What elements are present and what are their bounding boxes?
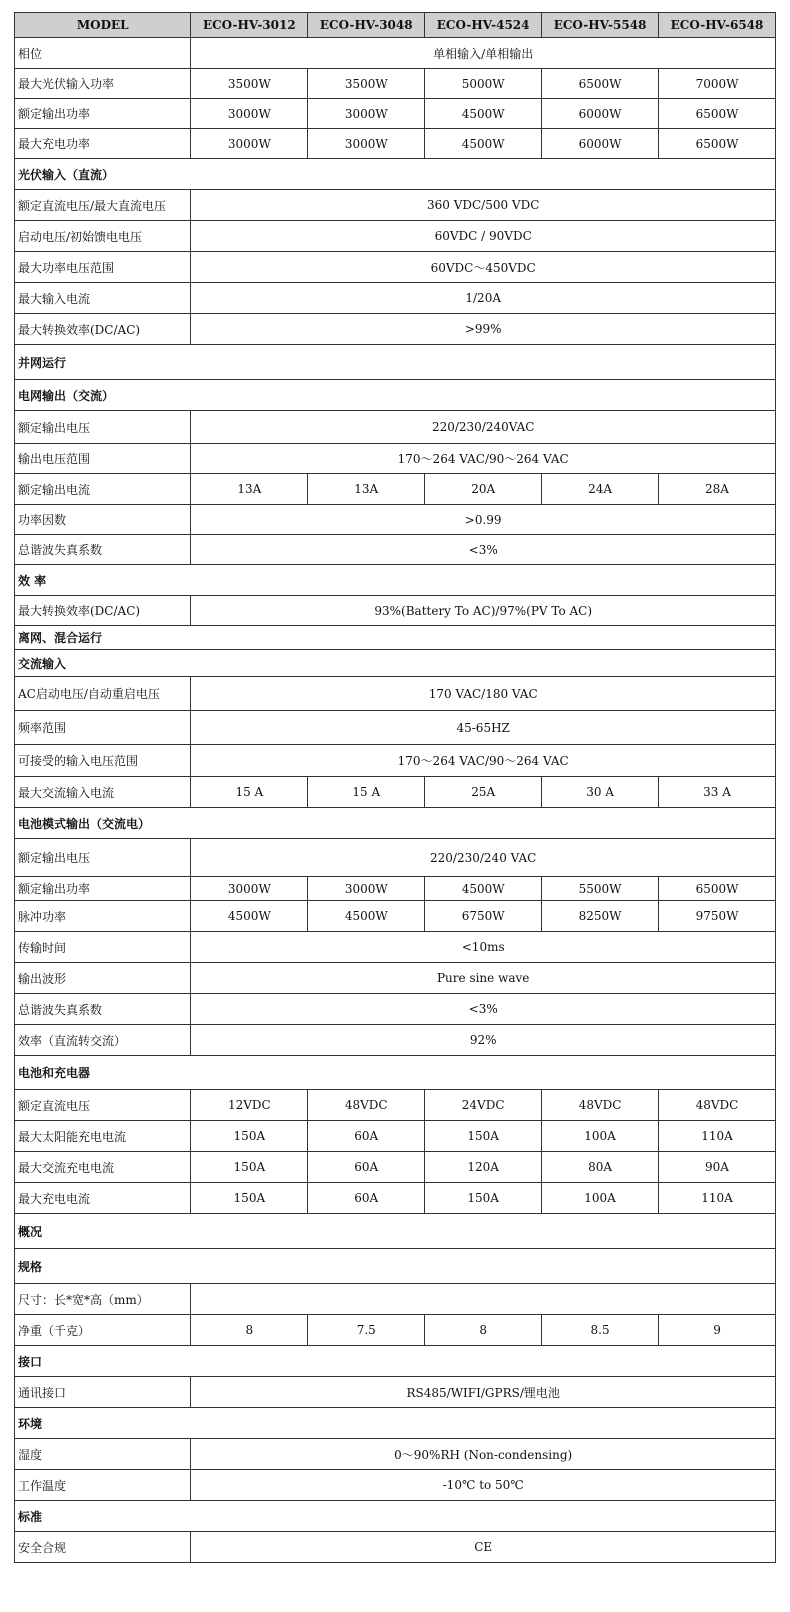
section-row (15, 1249, 776, 1284)
section-title: 规格 (15, 1249, 776, 1284)
cell-value: 110A (659, 1183, 776, 1214)
section-row (15, 1346, 776, 1377)
table-row (15, 444, 776, 474)
row-label: 最大充电电流 (15, 1183, 191, 1214)
cell-value: 6500W (542, 69, 659, 99)
table-row (15, 777, 776, 808)
row-value (191, 1284, 776, 1315)
table-row (15, 252, 776, 283)
section-row (15, 565, 776, 596)
cell-value: 150A (191, 1152, 308, 1183)
table-row (15, 99, 776, 129)
section-row (15, 1214, 776, 1249)
row-value: 45-65HZ (191, 711, 776, 745)
row-label: 额定输出电压 (15, 839, 191, 877)
cell-value: 90A (659, 1152, 776, 1183)
row-value: >0.99 (191, 505, 776, 535)
row-label: 额定直流电压/最大直流电压 (15, 190, 191, 221)
table-row (15, 932, 776, 963)
cell-value: 6750W (425, 901, 542, 932)
table-row (15, 1315, 776, 1346)
row-label: 工作温度 (15, 1470, 191, 1501)
section-row (15, 626, 776, 650)
table-row (15, 314, 776, 345)
table-row (15, 839, 776, 877)
row-label: 额定直流电压 (15, 1090, 191, 1121)
row-value: <3% (191, 994, 776, 1025)
table-row (15, 901, 776, 932)
cell-value: 60A (308, 1152, 425, 1183)
row-label: 最大输入电流 (15, 283, 191, 314)
cell-value: 100A (542, 1121, 659, 1152)
row-label: 额定输出电流 (15, 474, 191, 505)
row-label: 最大太阳能充电电流 (15, 1121, 191, 1152)
cell-value: 4500W (425, 129, 542, 159)
row-label: 输出电压范围 (15, 444, 191, 474)
table-row (15, 745, 776, 777)
spec-table (14, 12, 776, 1563)
cell-value: 15 A (191, 777, 308, 808)
table-row (15, 190, 776, 221)
row-label: 最大充电功率 (15, 129, 191, 159)
row-label: 额定输出电压 (15, 411, 191, 444)
cell-value: 3000W (308, 877, 425, 901)
table-row (15, 69, 776, 99)
cell-value: 24VDC (425, 1090, 542, 1121)
row-value: 170～264 VAC/90～264 VAC (191, 444, 776, 474)
row-label: 湿度 (15, 1439, 191, 1470)
row-value: 0～90%RH (Non-condensing) (191, 1439, 776, 1470)
row-label: 通讯接口 (15, 1377, 191, 1408)
cell-value: 9750W (659, 901, 776, 932)
cell-value: 110A (659, 1121, 776, 1152)
row-label: 最大功率电压范围 (15, 252, 191, 283)
table-row (15, 535, 776, 565)
table-row (15, 711, 776, 745)
section-row (15, 380, 776, 411)
section-title: 光伏输入（直流） (15, 159, 776, 190)
cell-value: 25A (425, 777, 542, 808)
cell-value: 80A (542, 1152, 659, 1183)
table-row (15, 411, 776, 444)
row-label: 安全合规 (15, 1532, 191, 1563)
cell-value: 9 (659, 1315, 776, 1346)
cell-value: 6500W (659, 129, 776, 159)
table-row (15, 1152, 776, 1183)
cell-value: 6500W (659, 877, 776, 901)
section-title: 并网运行 (15, 345, 776, 380)
row-label: 功率因数 (15, 505, 191, 535)
section-title: 交流输入 (15, 650, 776, 677)
cell-value: 7000W (659, 69, 776, 99)
row-label: 启动电压/初始馈电电压 (15, 221, 191, 252)
section-row (15, 1501, 776, 1532)
spec-body (15, 38, 776, 1563)
section-row (15, 808, 776, 839)
table-row (15, 1470, 776, 1501)
cell-value: 5500W (542, 877, 659, 901)
cell-value: 4500W (425, 99, 542, 129)
table-row (15, 1532, 776, 1563)
table-row (15, 994, 776, 1025)
section-row (15, 1408, 776, 1439)
row-value: 60VDC～450VDC (191, 252, 776, 283)
cell-value: 150A (191, 1183, 308, 1214)
section-title: 标准 (15, 1501, 776, 1532)
cell-value: 6000W (542, 129, 659, 159)
cell-value: 48VDC (659, 1090, 776, 1121)
cell-value: 20A (425, 474, 542, 505)
cell-value: 33 A (659, 777, 776, 808)
cell-value: 28A (659, 474, 776, 505)
table-row (15, 38, 776, 69)
cell-value: 8250W (542, 901, 659, 932)
cell-value: 60A (308, 1183, 425, 1214)
row-label: 可接受的输入电压范围 (15, 745, 191, 777)
row-value: Pure sine wave (191, 963, 776, 994)
cell-value: 3500W (191, 69, 308, 99)
cell-value: 4500W (308, 901, 425, 932)
cell-value: 150A (191, 1121, 308, 1152)
cell-value: 3000W (308, 99, 425, 129)
cell-value: 100A (542, 1183, 659, 1214)
header-model-5: ECO-HV-6548 (659, 13, 776, 38)
cell-value: 4500W (425, 877, 542, 901)
table-row (15, 129, 776, 159)
header-model-4: ECO-HV-5548 (542, 13, 659, 38)
cell-value: 30 A (542, 777, 659, 808)
row-value: -10℃ to 50℃ (191, 1470, 776, 1501)
row-label: 传输时间 (15, 932, 191, 963)
header-model-2: ECO-HV-3048 (308, 13, 425, 38)
table-row (15, 221, 776, 252)
cell-value: 8 (425, 1315, 542, 1346)
cell-value: 8 (191, 1315, 308, 1346)
row-value: <3% (191, 535, 776, 565)
section-title: 电网输出（交流） (15, 380, 776, 411)
cell-value: 48VDC (542, 1090, 659, 1121)
table-row (15, 1439, 776, 1470)
table-row (15, 1377, 776, 1408)
row-value: 单相输入/单相输出 (191, 38, 776, 69)
table-row (15, 877, 776, 901)
cell-value: 6500W (659, 99, 776, 129)
row-value: 92% (191, 1025, 776, 1056)
cell-value: 150A (425, 1183, 542, 1214)
table-row (15, 505, 776, 535)
section-row (15, 345, 776, 380)
section-row (15, 1056, 776, 1090)
section-title: 效 率 (15, 565, 776, 596)
cell-value: 24A (542, 474, 659, 505)
cell-value: 150A (425, 1121, 542, 1152)
cell-value: 13A (191, 474, 308, 505)
row-label: 相位 (15, 38, 191, 69)
table-row (15, 1284, 776, 1315)
cell-value: 3000W (308, 129, 425, 159)
row-value: 170 VAC/180 VAC (191, 677, 776, 711)
table-row (15, 596, 776, 626)
cell-value: 7.5 (308, 1315, 425, 1346)
cell-value: 3000W (191, 877, 308, 901)
row-label: 总谐波失真系数 (15, 994, 191, 1025)
row-label: 总谐波失真系数 (15, 535, 191, 565)
header-model: MODEL (15, 13, 191, 38)
cell-value: 15 A (308, 777, 425, 808)
row-value: 360 VDC/500 VDC (191, 190, 776, 221)
row-label: 最大交流输入电流 (15, 777, 191, 808)
cell-value: 120A (425, 1152, 542, 1183)
table-row (15, 283, 776, 314)
row-label: AC启动电压/自动重启电压 (15, 677, 191, 711)
row-value: RS485/WIFI/GPRS/锂电池 (191, 1377, 776, 1408)
row-label: 最大交流充电电流 (15, 1152, 191, 1183)
table-row (15, 1121, 776, 1152)
section-row (15, 159, 776, 190)
row-value: 220/230/240 VAC (191, 839, 776, 877)
cell-value: 3500W (308, 69, 425, 99)
cell-value: 13A (308, 474, 425, 505)
section-title: 环境 (15, 1408, 776, 1439)
cell-value: 6000W (542, 99, 659, 129)
cell-value: 5000W (425, 69, 542, 99)
section-title: 接口 (15, 1346, 776, 1377)
header-row (15, 13, 776, 38)
row-value: <10ms (191, 932, 776, 963)
row-value: CE (191, 1532, 776, 1563)
table-row (15, 1025, 776, 1056)
row-label: 输出波形 (15, 963, 191, 994)
section-title: 电池模式输出（交流电） (15, 808, 776, 839)
header-model-1: ECO-HV-3012 (191, 13, 308, 38)
row-label: 尺寸：长*宽*高（mm） (15, 1284, 191, 1315)
section-title: 概况 (15, 1214, 776, 1249)
section-title: 电池和充电器 (15, 1056, 776, 1090)
section-title: 离网、混合运行 (15, 626, 776, 650)
cell-value: 12VDC (191, 1090, 308, 1121)
section-row (15, 650, 776, 677)
cell-value: 48VDC (308, 1090, 425, 1121)
row-value: 93%(Battery To AC)/97%(PV To AC) (191, 596, 776, 626)
row-label: 最大转换效率(DC/AC) (15, 314, 191, 345)
cell-value: 60A (308, 1121, 425, 1152)
row-value: 1/20A (191, 283, 776, 314)
row-value: 170～264 VAC/90～264 VAC (191, 745, 776, 777)
cell-value: 8.5 (542, 1315, 659, 1346)
row-value: 60VDC / 90VDC (191, 221, 776, 252)
row-label: 额定输出功率 (15, 877, 191, 901)
row-value: >99% (191, 314, 776, 345)
table-row (15, 677, 776, 711)
row-value: 220/230/240VAC (191, 411, 776, 444)
row-label: 脉冲功率 (15, 901, 191, 932)
header-model-3: ECO-HV-4524 (425, 13, 542, 38)
table-row (15, 474, 776, 505)
table-row (15, 1090, 776, 1121)
row-label: 净重（千克） (15, 1315, 191, 1346)
row-label: 频率范围 (15, 711, 191, 745)
cell-value: 3000W (191, 129, 308, 159)
row-label: 效率（直流转交流） (15, 1025, 191, 1056)
cell-value: 4500W (191, 901, 308, 932)
row-label: 最大光伏输入功率 (15, 69, 191, 99)
cell-value: 3000W (191, 99, 308, 129)
table-row (15, 963, 776, 994)
row-label: 最大转换效率(DC/AC) (15, 596, 191, 626)
row-label: 额定输出功率 (15, 99, 191, 129)
table-row (15, 1183, 776, 1214)
